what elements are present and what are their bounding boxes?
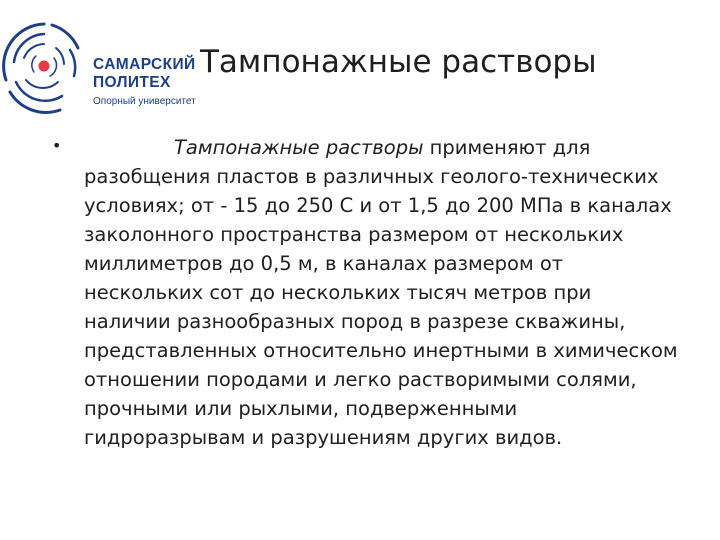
body-text: применяют для разобщения пластов в различных геолого-технических условиях; от - 15 до 250 С и от 1,5 до 200 МПа в каналах заколонного пространства размером от нескольких миллиметров до 0,5 м, в каналах размером от нескольких сот до нескольких тысяч метров при наличии разнообразных пород в разрезе скважины, представленных относительно инертными в химическом отношении породами и легко растворимыми солями, прочными или рыхлыми, подверженными гидроразрывам и разрушениям других видов.	[84, 136, 678, 449]
slide-body-paragraph	[84, 133, 684, 452]
samara-polytech-logo	[0, 18, 200, 118]
logo-subtitle: Опорный университет	[93, 96, 196, 107]
body-emphasis: Тампонажные растворы	[174, 136, 424, 159]
slide-title: Тампонажные растворы	[200, 44, 597, 80]
logo-name-line2: ПОЛИТЕХ	[93, 74, 171, 91]
orbit-logo-icon	[0, 18, 92, 118]
logo-name-line1: САМАРСКИЙ	[93, 56, 196, 73]
bullet-marker: •	[52, 136, 62, 155]
